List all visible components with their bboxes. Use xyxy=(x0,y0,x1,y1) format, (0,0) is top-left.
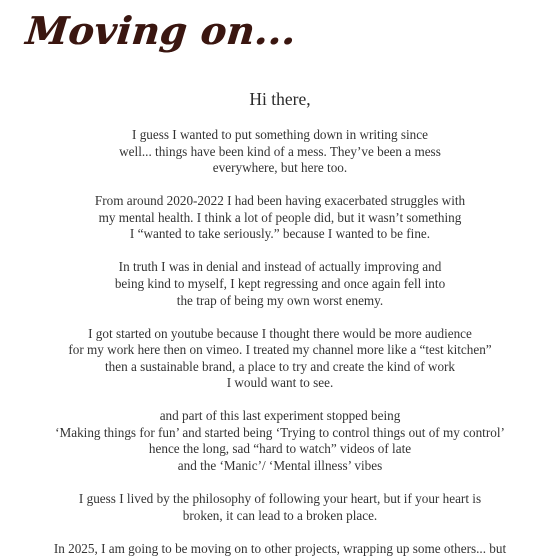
paragraph-line: I guess I lived by the philosophy of following your heart, but if your heart is xyxy=(78,491,482,507)
paragraph-line: for my work here then on vimeo. I treated my channel more like a “test kitchen” xyxy=(68,342,492,358)
paragraph-line: I “wanted to take seriously.” because I wanted to be fine. xyxy=(129,226,431,242)
paragraph-line: In 2025, I am going to be moving on to other projects, wrapping up some others... but xyxy=(53,540,507,556)
paragraph-line: ‘Making things for fun’ and started being ‘Trying to control things out of my control’ xyxy=(55,424,505,440)
paragraph-line: broken, it can lead to a broken place. xyxy=(182,507,378,523)
paragraph-line: hence the long, sad “hard to watch” videos of late xyxy=(148,441,412,457)
body-paragraph xyxy=(0,541,560,558)
paragraph-line: then a sustainable brand, a place to try and create the kind of work xyxy=(104,358,456,374)
paragraph-line: and part of this last experiment stopped being xyxy=(159,408,401,424)
greeting: Hi there, xyxy=(249,89,311,109)
body-paragraph xyxy=(0,193,560,243)
paragraph-line: the trap of being my own worst enemy. xyxy=(176,292,384,308)
paragraph-line: I would want to see. xyxy=(226,375,334,391)
paragraph-line: well... things have been kind of a mess. They’ve been a mess xyxy=(119,143,441,159)
paragraph-line: I guess I wanted to put something down in writing since xyxy=(132,127,428,142)
body-paragraph xyxy=(0,326,560,392)
body-paragraph xyxy=(0,491,560,524)
paragraph-line: my mental health. I think a lot of people did, but it wasn’t something xyxy=(98,209,462,225)
paragraph-line: and the ‘Manic’/ ‘Mental illness’ vibes xyxy=(177,458,383,474)
body-paragraph xyxy=(0,408,560,474)
paragraph-line: everywhere, but here too. xyxy=(212,160,348,176)
paragraph-line: In truth I was in denial and instead of actually improving and xyxy=(118,259,442,275)
paragraph-line: I got started on youtube because I thought there would be more audience xyxy=(88,325,472,341)
paragraph-line: being kind to myself, I kept regressing and once again fell into xyxy=(114,275,446,291)
paragraph-line: From around 2020-2022 I had been having exacerbated struggles with xyxy=(94,193,466,209)
body-paragraph xyxy=(0,127,560,177)
post-body xyxy=(0,127,560,560)
body-paragraph xyxy=(0,259,560,309)
post-title: Moving on... xyxy=(23,8,299,53)
